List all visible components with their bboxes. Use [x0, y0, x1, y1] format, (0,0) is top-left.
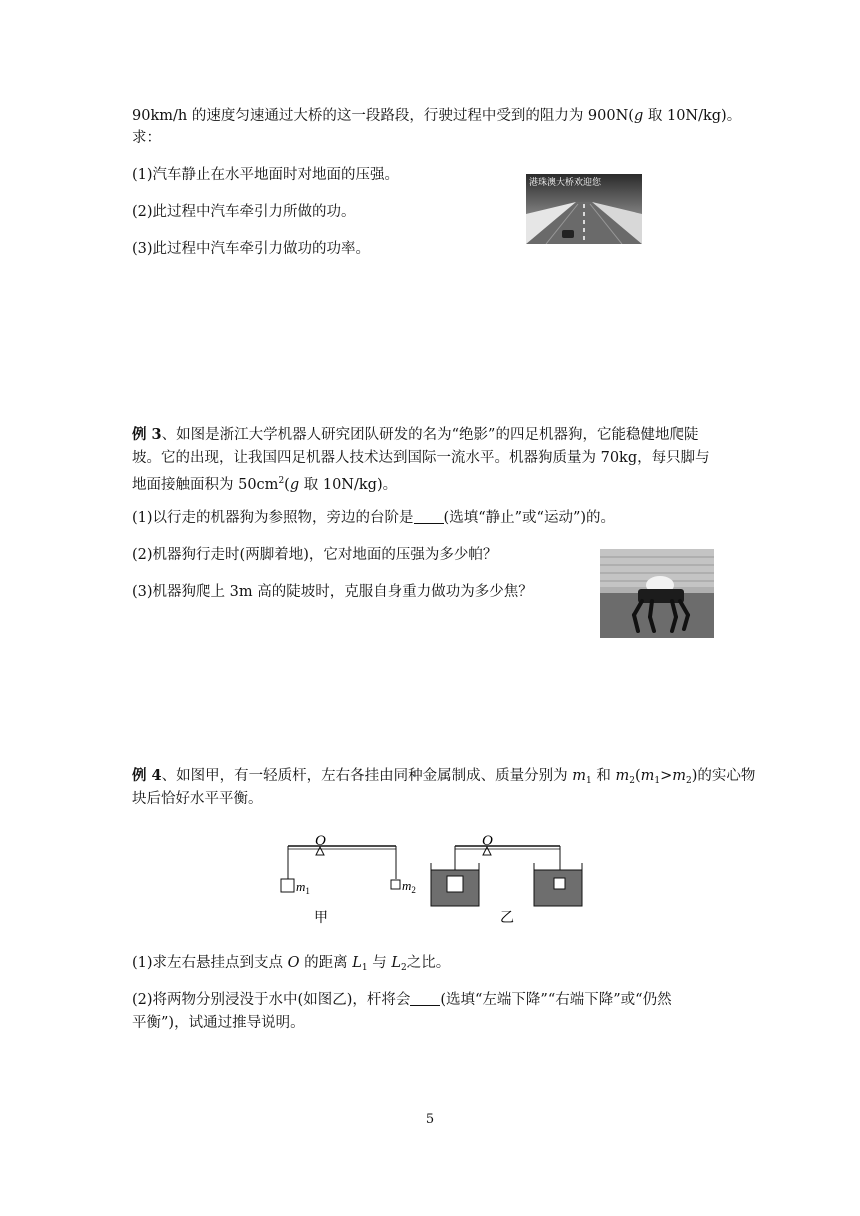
p3-q2: (2)机器狗行走时(两脚着地)，它对地面的压强为多少帕？ — [132, 547, 498, 563]
p3-line2: 坡。它的出现，让我国四足机器人技术达到国际一流水平。机器狗质量为 70kg，每只脚与 — [132, 450, 710, 466]
svg-text:m2: $m_2$ — [402, 878, 416, 895]
p4-q2: (2)将两物分别浸没于水中(如图乙)，杆将会 (选填“左端下降”“右端下降”或“仍然 — [132, 992, 672, 1008]
p4-line2: 块后恰好水平平衡。 — [132, 791, 263, 807]
figure-jia — [281, 833, 416, 926]
p2-q2: (2)此过程中汽车牵引力所做的功。 — [132, 204, 356, 220]
answer-blank[interactable] — [414, 509, 444, 524]
p4-q1: (1)求左右悬挂点到支点 O 的距离 $L_1$ 与 $L_2$之比。 — [132, 955, 451, 973]
robot-dog-photo — [600, 549, 714, 638]
p2-line2: 求： — [132, 130, 161, 146]
label-yi: 乙 — [500, 910, 514, 926]
p4-q2-cont: 平衡”)，试通过推导说明。 — [132, 1015, 305, 1031]
pivot-label-o: O — [315, 833, 326, 849]
p2-line1: 90km/h 的速度匀速通过大桥的这一段路段，行驶过程中受到的阻力为 900N(g 取 10N/kg)。 — [132, 108, 742, 124]
p4-line1: 例 4、如图甲，有一轻质杆，左右各挂由同种金属制成、质量分别为 $m_1$ 和 $m_2(m_1>m_2)$的实心物 — [132, 767, 756, 786]
bridge-caption: 港珠澳大桥欢迎您 — [529, 178, 602, 188]
p3-q1: (1)以行走的机器狗为参照物，旁边的台阶是 (选填“静止”或“运动”)的。 — [132, 510, 616, 526]
lever-figure — [270, 826, 590, 930]
svg-text:m1: $m_1$ — [296, 879, 310, 896]
p2-q3: (3)此过程中汽车牵引力做功的功率。 — [132, 241, 371, 257]
page-number: 5 — [425, 1112, 435, 1127]
svg-text:O: O — [482, 833, 493, 849]
p2-q1: (1)汽车静止在水平地面时对地面的压强。 — [132, 167, 400, 183]
bridge-photo — [526, 174, 642, 244]
figure-yi — [431, 833, 582, 926]
p3-line3: 地面接触面积为 $50cm^2(g$ 取 10N/kg)。 — [132, 476, 398, 493]
label-jia: 甲 — [314, 910, 328, 926]
p3-line1: 例 3、如图是浙江大学机器人研究团队研发的名为“绝影”的四足机器狗，它能稳健地爬陡 — [132, 426, 699, 443]
answer-blank[interactable] — [410, 991, 440, 1006]
p3-q3: (3)机器狗爬上 3m 高的陡坡时，克服自身重力做功为多少焦？ — [132, 584, 533, 600]
